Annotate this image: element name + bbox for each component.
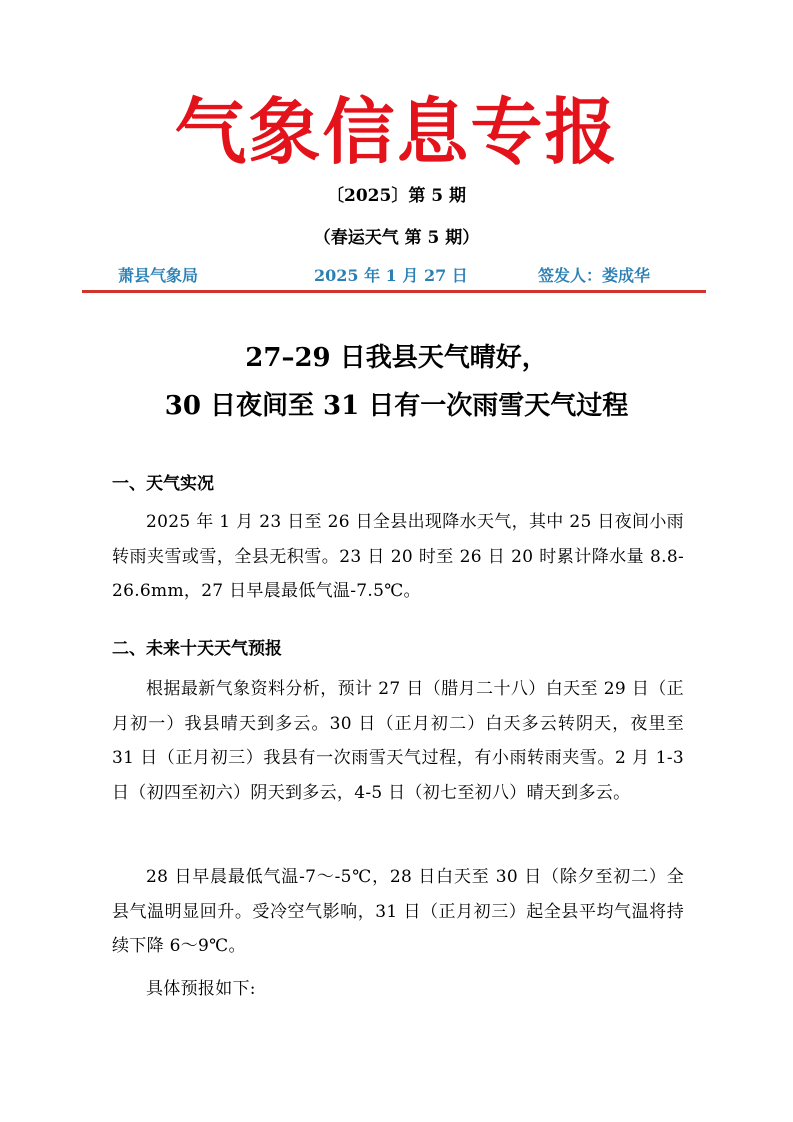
forecast-paragraph-3: 具体预报如下: — [146, 979, 256, 999]
observations-paragraph: 2025 年 1 月 23 日至 26 日全县出现降水天气，其中 25 日夜间小雨转雨夹雪或雪，全县无积雪。23 日 20 时至 26 日 20 时累计降水量 8.8-26.6mm，27 日早晨最低气温-7.5℃。 — [112, 512, 684, 601]
masthead-title: 气象信息专报 — [174, 89, 619, 174]
section-title-forecast: 二、未来十天天气预报 — [112, 639, 282, 659]
forecast-paragraph-2: 28 日早晨最低气温-7～-5℃，28 日白天至 30 日（除夕至初二）全县气温明显回升。受冷空气影响，31 日（正月初三）起全县平均气温将持续下降 6～9℃。 — [112, 867, 684, 956]
headline-line-1: 27–29 日我县天气晴好， — [245, 343, 548, 373]
issue-number: 〔2025〕第 5 期 — [327, 186, 466, 206]
forecast-paragraph-1: 根据最新气象资料分析，预计 27 日（腊月二十八）白天至 29 日（正月初一）我县晴天到多云。30 日（正月初二）白天多云转阴天，夜里至 31 日（正月初三）我县有一次雨雪天气过程，有小雨转雨夹雪。2 月 1-3 日（初四至初六）阴天到多云，4-5 日（初七至初八）晴天到多云。 — [112, 679, 684, 803]
section-title-observations: 一、天气实况 — [112, 474, 214, 494]
issuing-organization: 萧县气象局 — [118, 266, 199, 285]
header-meta-row — [118, 264, 678, 288]
headline-line-2: 30 日夜间至 31 日有一次雨雪天气过程 — [164, 391, 629, 421]
issue-series: （春运天气 第 5 期） — [313, 228, 480, 248]
issue-date: 2025 年 1 月 27 日 — [314, 266, 468, 285]
header-divider — [82, 290, 706, 293]
signer: 签发人：娄成华 — [538, 266, 651, 285]
